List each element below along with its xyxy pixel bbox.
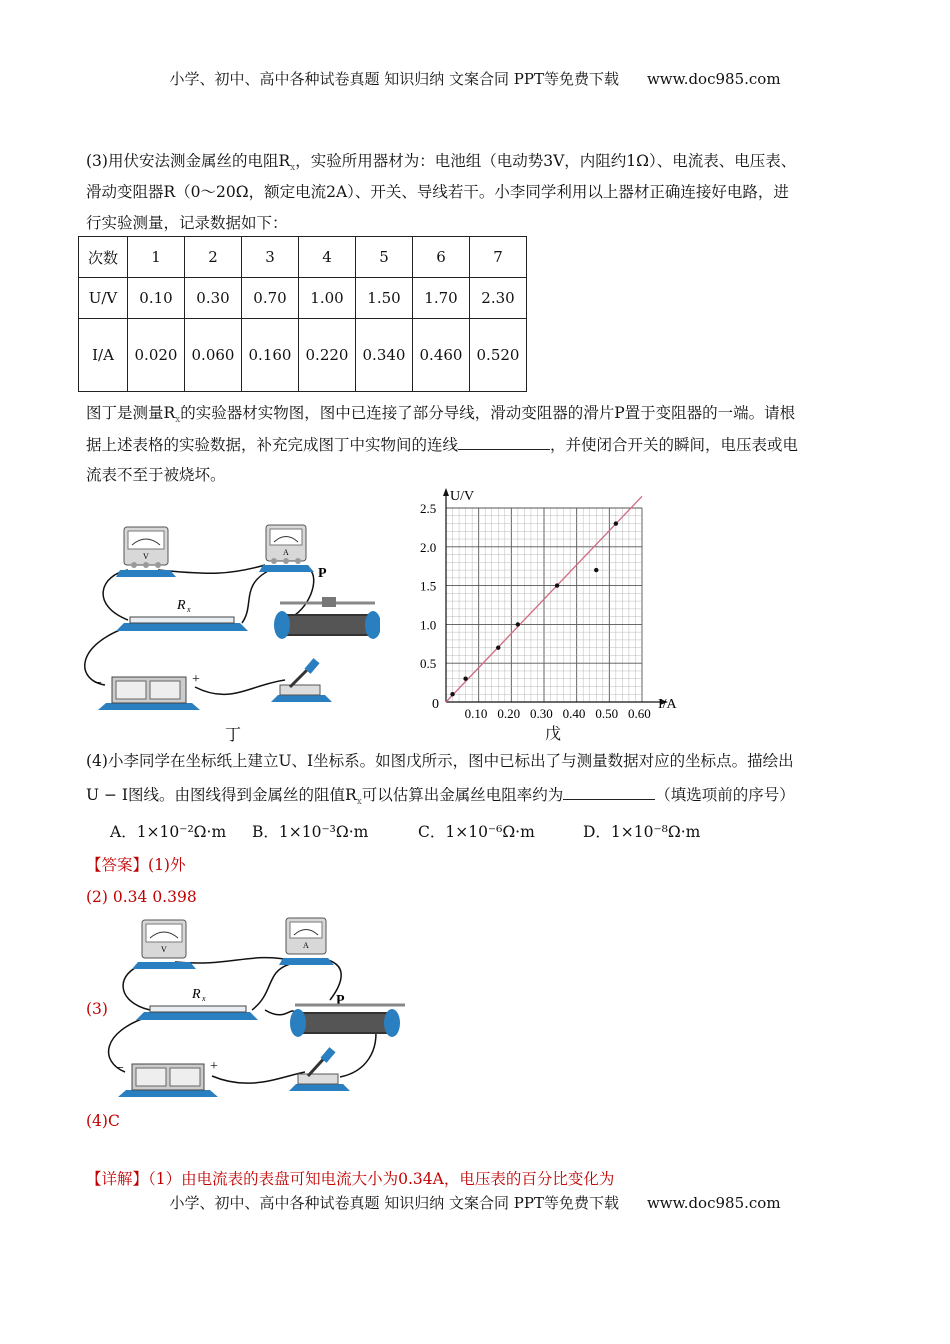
wire	[103, 570, 128, 620]
after-table-l1b: 的实验器材实物图，图中已连接了部分导线，滑动变阻器的滑片P置于变阻器的一端。请根	[180, 404, 796, 422]
q4-line2	[86, 780, 795, 817]
wire	[265, 1010, 295, 1015]
switch	[271, 658, 332, 702]
y-tick-label: 0.5	[420, 656, 437, 672]
answer-1: (1)外	[148, 856, 186, 874]
table-cell: 7	[470, 237, 527, 278]
data-point	[496, 645, 500, 649]
answer-tag: 【答案】	[86, 856, 149, 874]
slider-p-label: P	[336, 993, 345, 1008]
rx-label-sub: x	[187, 605, 191, 614]
option-b[interactable]: B．1×10⁻³Ω·m	[252, 823, 369, 841]
data-point	[450, 692, 454, 696]
answer-blank[interactable]	[458, 433, 550, 450]
table-cell: 4	[299, 237, 356, 278]
table-cell: 0.220	[299, 319, 356, 392]
table-cell: 0.060	[185, 319, 242, 392]
x-tick-label: 0.30	[530, 706, 553, 721]
y-tick-label: 1.0	[420, 617, 437, 633]
row-label-count: 次数	[79, 237, 128, 278]
ammeter	[259, 525, 314, 572]
footer-site: www.doc985.com	[646, 1194, 781, 1212]
x-tick-label: 0.20	[497, 706, 521, 721]
table-cell: 0.10	[128, 278, 185, 319]
detail-line	[86, 1164, 614, 1194]
data-table	[78, 236, 527, 392]
voltmeter	[132, 920, 196, 969]
y-tick-label: 2.5	[420, 501, 437, 516]
x-tick-label: 0.60	[628, 706, 651, 721]
rheostat	[274, 566, 380, 639]
resistor-rx	[116, 598, 248, 631]
table-cell: 1.00	[299, 278, 356, 319]
table-cell: 0.340	[356, 319, 413, 392]
q4-line1: (4)小李同学在坐标纸上建立U、I坐标系。如图戊所示，图中已标出了与测量数据对应的坐标点。描绘出	[86, 752, 794, 770]
row-label-u: U/V	[79, 278, 128, 319]
wire	[242, 570, 270, 623]
circuit-figure-ding	[80, 515, 380, 745]
rx-subscript: x	[290, 163, 296, 174]
voltmeter-label: V	[161, 945, 167, 954]
table-cell: 0.520	[470, 319, 527, 392]
q4-l2a: U − I图线。由图线得到金属丝的阻值R	[86, 786, 357, 804]
chart-grid	[446, 508, 642, 702]
table-cell: 0.460	[413, 319, 470, 392]
battery	[116, 1059, 218, 1097]
wire	[295, 567, 314, 615]
page-header	[0, 68, 950, 89]
answer-4: (4)C	[86, 1112, 120, 1130]
wire	[212, 1072, 305, 1083]
voltmeter-label: V	[143, 552, 149, 561]
slider-p-label: P	[318, 566, 327, 581]
rx-label: R	[192, 987, 201, 1002]
data-point	[614, 521, 618, 525]
table-cell: 0.160	[242, 319, 299, 392]
ui-chart-wu	[408, 488, 698, 746]
page-footer	[0, 1192, 950, 1213]
answer-2: (2) 0.34 0.398	[86, 888, 197, 906]
table-cell: 0.30	[185, 278, 242, 319]
chart-axes	[443, 488, 668, 705]
answer-3: (3)	[86, 1000, 108, 1018]
after-table-l2b: ，并使闭合开关的瞬间，电压表或电	[550, 436, 799, 454]
y-tick-label: 1.5	[420, 578, 437, 594]
data-point	[555, 583, 559, 587]
chart-ticks	[420, 501, 651, 721]
battery-minus: −	[116, 1061, 124, 1076]
option-c[interactable]: C．1×10⁻⁶Ω·m	[418, 823, 535, 841]
after-table-line2	[86, 430, 798, 460]
figure-ding-caption: 丁	[225, 727, 242, 744]
option-a[interactable]: A．1×10⁻²Ω·m	[110, 823, 227, 841]
chart-ylabel: U/V	[450, 489, 475, 504]
table-cell: 2.30	[470, 278, 527, 319]
wire	[85, 627, 128, 685]
battery-plus: +	[210, 1059, 218, 1074]
q3-line2: 滑动变阻器R（0～20Ω，额定电流2A）、开关、导线若干。小李同学利用以上器材正确连接好电路，进	[86, 183, 789, 201]
rx-subscript: x	[356, 797, 362, 808]
rx-subscript: x	[175, 415, 181, 426]
footer-text: 小学、初中、高中各种试卷真题 知识归纳 文案合同 PPT等免费下载	[169, 1194, 619, 1212]
x-tick-label: 0.40	[562, 706, 586, 721]
voltmeter	[116, 527, 176, 577]
table-cell: 3	[242, 237, 299, 278]
table-cell: 6	[413, 237, 470, 278]
ammeter	[279, 918, 334, 965]
after-table-l1a: 图丁是测量R	[86, 404, 176, 422]
answer-blank[interactable]	[563, 783, 655, 800]
after-table-line3: 流表不至于被烧坏。	[86, 466, 226, 484]
ammeter-label: A	[283, 548, 289, 557]
q4-l2c: （填选项前的序号）	[655, 786, 795, 804]
chart-origin: 0	[432, 697, 439, 712]
wire	[123, 964, 150, 1010]
switch	[289, 1047, 350, 1091]
table-cell: 1	[128, 237, 185, 278]
table-cell: 1.50	[356, 278, 413, 319]
rheostat	[290, 993, 405, 1037]
chart-xlabel: I/A	[658, 697, 677, 712]
table-cell: 2	[185, 237, 242, 278]
table-cell: 0.70	[242, 278, 299, 319]
option-d[interactable]: D．1×10⁻⁸Ω·m	[583, 823, 701, 841]
table-cell: 0.020	[128, 319, 185, 392]
row-label-i: I/A	[79, 319, 128, 392]
q3-line3: 行实验测量，记录数据如下：	[86, 214, 288, 232]
wire	[158, 565, 265, 573]
data-point	[463, 677, 467, 681]
q4-l2b: 可以估算出金属丝电阻率约为	[361, 786, 564, 804]
data-point	[594, 568, 598, 572]
ammeter-label: A	[303, 941, 309, 950]
after-table-l2a: 据上述表格的实验数据，补充完成图丁中实物间的连线	[86, 436, 459, 454]
wire	[175, 958, 290, 963]
table-row	[79, 278, 527, 319]
rx-label-sub: x	[202, 994, 206, 1003]
data-point	[516, 622, 520, 626]
battery	[94, 672, 200, 710]
detail-tag: 【详解】	[86, 1170, 149, 1188]
answer-circuit-figure	[100, 912, 420, 1102]
x-tick-label: 0.10	[464, 706, 488, 721]
q3-line1-text: (3)用伏安法测金属丝的电阻R	[86, 152, 291, 170]
header-site: www.doc985.com	[646, 70, 781, 88]
x-tick-label: 0.50	[595, 706, 619, 721]
header-text: 小学、初中、高中各种试卷真题 知识归纳 文案合同 PPT等免费下载	[169, 70, 619, 88]
figure-wu-caption: 戊	[545, 724, 562, 743]
y-tick-label: 2.0	[420, 539, 437, 555]
detail-text: （1）由电流表的表盘可知电流大小为0.34A，电压表的百分比变化为	[148, 1170, 615, 1188]
q3-line1b-text: ，实验所用器材为：电池组（电动势3V，内阻约1Ω）、电流表、电压表、	[295, 152, 797, 170]
table-cell: 5	[356, 237, 413, 278]
table-cell: 1.70	[413, 278, 470, 319]
resistor-rx	[136, 987, 258, 1020]
battery-plus: +	[192, 672, 200, 687]
y-axis-arrow	[443, 488, 449, 496]
battery-minus: −	[94, 676, 102, 691]
rx-label: R	[177, 598, 186, 613]
table-row	[79, 319, 527, 392]
wire	[195, 680, 285, 694]
wire	[252, 964, 290, 1010]
table-row	[79, 237, 527, 278]
answer-line1	[86, 850, 185, 880]
